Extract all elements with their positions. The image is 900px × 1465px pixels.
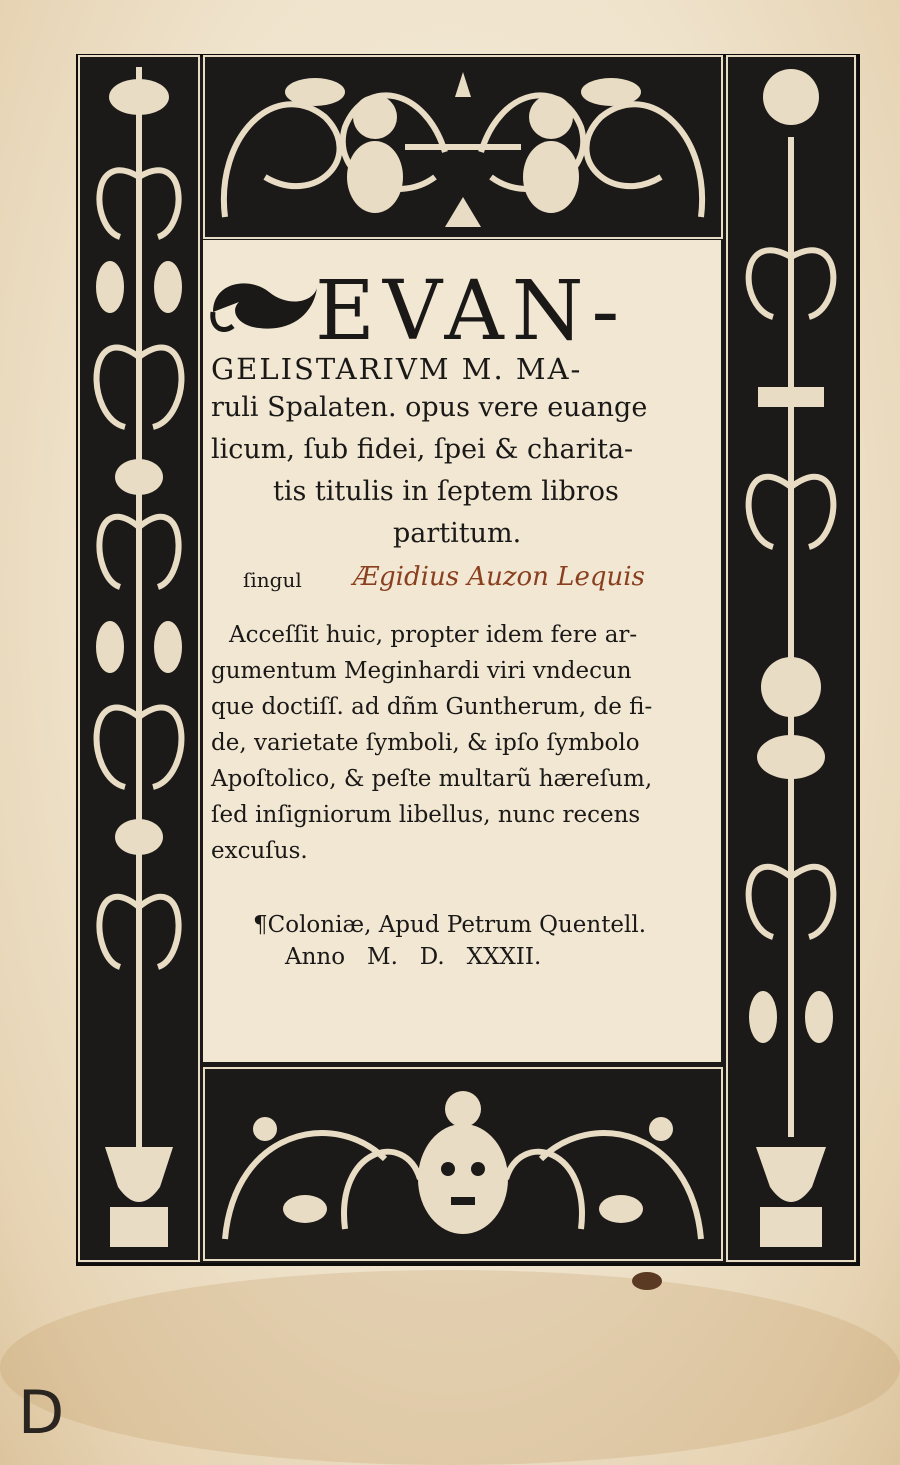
imprint-line-1: ¶Coloniæ, Apud Petrum Quentell. bbox=[253, 912, 647, 938]
title-line-4: tis titulis in ſeptem libros bbox=[273, 476, 619, 507]
fleuron-icon bbox=[209, 272, 321, 336]
vine-column-icon bbox=[80, 57, 198, 1260]
ownership-inscription: Ægidius Auzon Lequis bbox=[353, 562, 645, 592]
addendum-line-7: excuſus. bbox=[211, 838, 308, 864]
addendum-line-4: de, varietate ſymboli, & ipſo ſymbolo bbox=[211, 730, 640, 756]
title-line-2: ruli Spalaten. opus vere euange bbox=[211, 392, 648, 423]
ink-spot bbox=[632, 1272, 662, 1290]
top-ornament-panel bbox=[203, 55, 723, 239]
addendum-line-2: gumentum Meginhardi viri vndecun bbox=[211, 658, 632, 684]
addendum-line-3: que doctiſſ. ad dñm Guntherum, de fi- bbox=[211, 694, 653, 720]
mask-ornament-icon bbox=[205, 1069, 721, 1259]
title-heading: EVAN- bbox=[315, 264, 628, 359]
title-line-1: GELISTARIVM M. MA- bbox=[211, 352, 583, 386]
addendum-line-5: Apoſtolico, & peſte multarũ hæreſum, bbox=[211, 766, 653, 792]
paper-stain bbox=[0, 1270, 900, 1465]
addendum-line-1: Acceſſit huic, propter idem fere ar- bbox=[229, 622, 638, 648]
title-line-3: licum, ſub fidei, ſpei & charita- bbox=[211, 434, 634, 465]
printed-fragment: ſingul bbox=[243, 568, 302, 592]
right-ornament-column bbox=[726, 55, 856, 1262]
left-ornament-column bbox=[78, 55, 200, 1262]
imprint-line-2: Anno M. D. XXXII. bbox=[285, 944, 542, 970]
putti-ornament-icon bbox=[205, 57, 721, 237]
addendum-line-6: ſed inſigniorum libellus, nunc recens bbox=[211, 802, 641, 828]
bottom-ornament-panel bbox=[203, 1067, 723, 1261]
title-text-block bbox=[203, 240, 721, 1062]
margin-mark: D bbox=[18, 1378, 65, 1448]
title-line-5: partitum. bbox=[393, 518, 522, 549]
flower-column-icon bbox=[728, 57, 854, 1260]
